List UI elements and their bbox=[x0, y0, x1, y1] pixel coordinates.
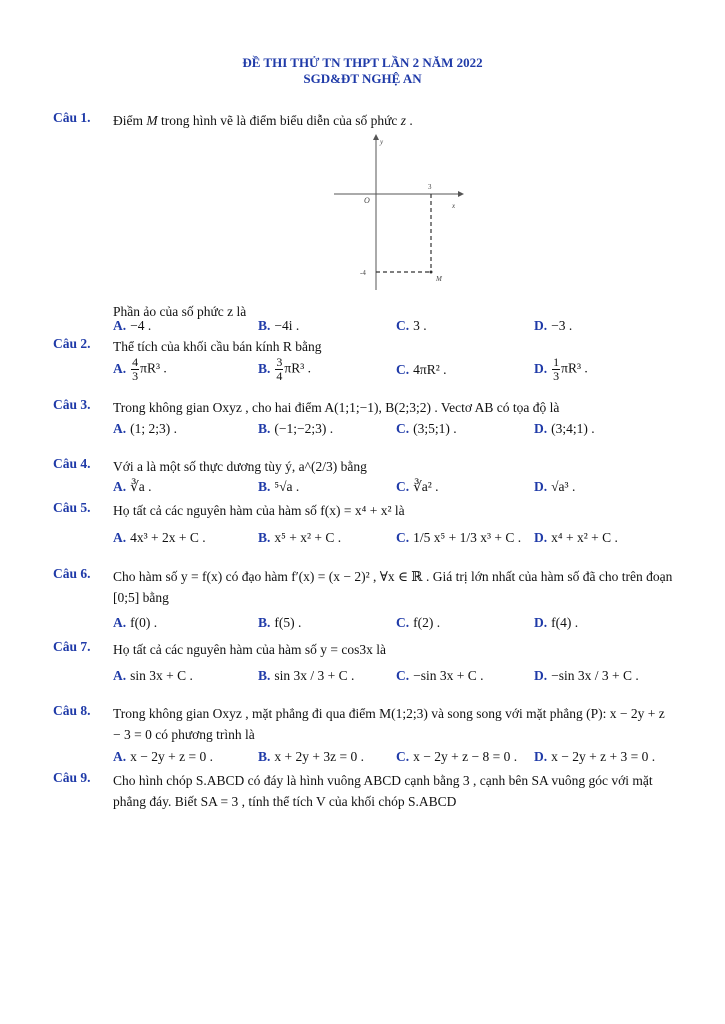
question-label: Câu 1. bbox=[53, 110, 91, 125]
question-6: Câu 6. Cho hàm số y = f(x) có đạo hàm f′(x) = (x − 2)² , ∀x ∈ ℝ . Giá trị lớn nhất của hàm số đã cho trên đoạn [0;5] bằng bbox=[53, 566, 673, 605]
option-b: −4i . bbox=[274, 318, 300, 333]
exam-title: ĐỀ THI THỬ TN THPT LẦN 2 NĂM 2022 bbox=[242, 55, 483, 70]
complex-plane-figure bbox=[330, 132, 470, 292]
option-a: −4 . bbox=[130, 318, 152, 333]
x-tick-label: 3 bbox=[428, 183, 432, 191]
question-substem: Phần ảo của số phức z là bbox=[113, 304, 247, 319]
point-m bbox=[430, 271, 433, 274]
question-9: Câu 9. Cho hình chóp S.ABCD có đáy là hình vuông ABCD cạnh bằng 3 , cạnh bên SA vuông góc với mặt phẳng đáy. Biết SA = 3 , tính thể tích V của khối chóp S.ABCD bbox=[53, 770, 653, 809]
option-c: 3 . bbox=[413, 318, 427, 333]
question-stem: Điểm M trong hình vẽ là điểm biểu diễn của số phức z . bbox=[113, 113, 413, 128]
x-axis-label: x bbox=[452, 202, 456, 210]
option-d: −3 . bbox=[551, 318, 573, 333]
point-m-label: M bbox=[436, 275, 442, 283]
y-tick-label: -4 bbox=[360, 269, 366, 277]
exam-subtitle: SGD&ĐT NGHỆ AN bbox=[303, 71, 422, 86]
y-axis-label: y bbox=[380, 138, 384, 146]
origin-label: O bbox=[364, 196, 370, 205]
question-8: Câu 8. Trong không gian Oxyz , mặt phẳng đi qua điểm M(1;2;3) và song song với mặt phẳng (P): x − 2y + z − 3 = 0 có phương trình là bbox=[53, 703, 665, 742]
